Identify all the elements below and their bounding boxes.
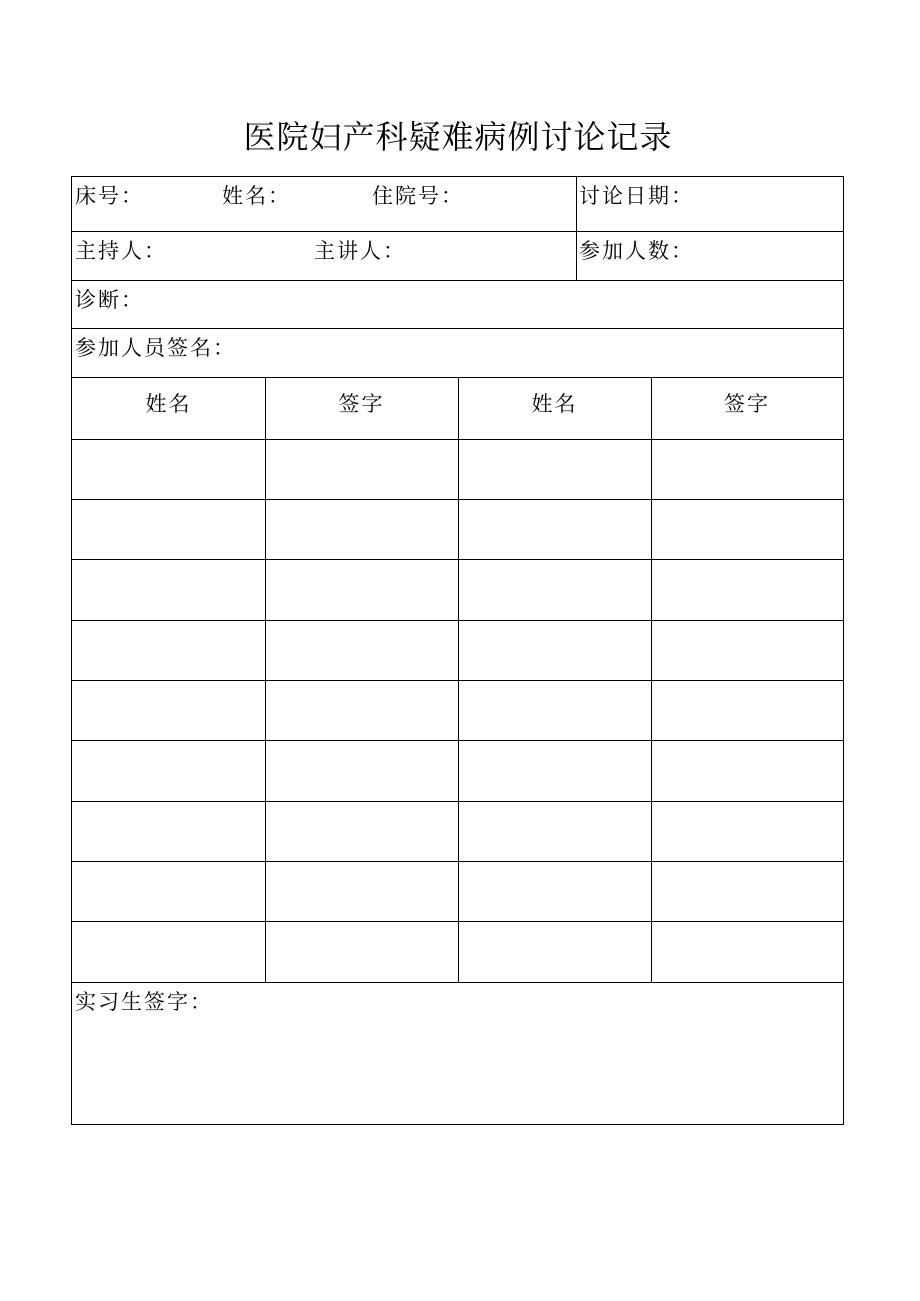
column-header-signature: 签字 [724, 392, 770, 416]
form-title: 医院妇产科疑难病例讨论记录 [243, 118, 673, 156]
admission-no-label: 住院号： [372, 184, 464, 208]
row-divider [72, 328, 843, 329]
signature-table-name-cell[interactable] [72, 440, 265, 499]
patient-name-label: 姓名： [222, 184, 291, 208]
speaker-label: 主讲人： [314, 239, 406, 263]
column-header-name: 姓名 [531, 392, 578, 416]
row-divider [72, 801, 843, 802]
intern-signature-label: 实习生签字： [75, 990, 213, 1014]
row-divider [72, 982, 843, 983]
row-divider [72, 740, 843, 741]
row-divider [72, 559, 843, 560]
column-header-signature: 签字 [338, 392, 385, 416]
signature-table-signature-cell[interactable] [266, 440, 458, 499]
row-divider [72, 680, 843, 681]
row-divider [72, 620, 843, 621]
diagnosis-label: 诊断： [75, 288, 144, 312]
signature-table-name-cell[interactable] [459, 440, 651, 499]
bed-no-label: 床号： [75, 184, 144, 208]
participant-count-label: 参加人数： [579, 239, 694, 263]
column-header-name: 姓名 [145, 392, 192, 416]
signature-table-signature-cell[interactable] [652, 440, 843, 499]
discussion-date-label: 讨论日期： [579, 184, 694, 208]
row-divider [72, 499, 843, 500]
row-divider [72, 921, 843, 922]
discussion-record-form [71, 176, 844, 1125]
intern-signature-area[interactable] [72, 1019, 843, 1123]
row-divider [72, 861, 843, 862]
host-label: 主持人： [75, 239, 167, 263]
header-divider [576, 177, 577, 280]
row-divider [72, 231, 843, 232]
participant-signatures-label: 参加人员签名： [75, 336, 236, 360]
row-divider [72, 280, 843, 281]
